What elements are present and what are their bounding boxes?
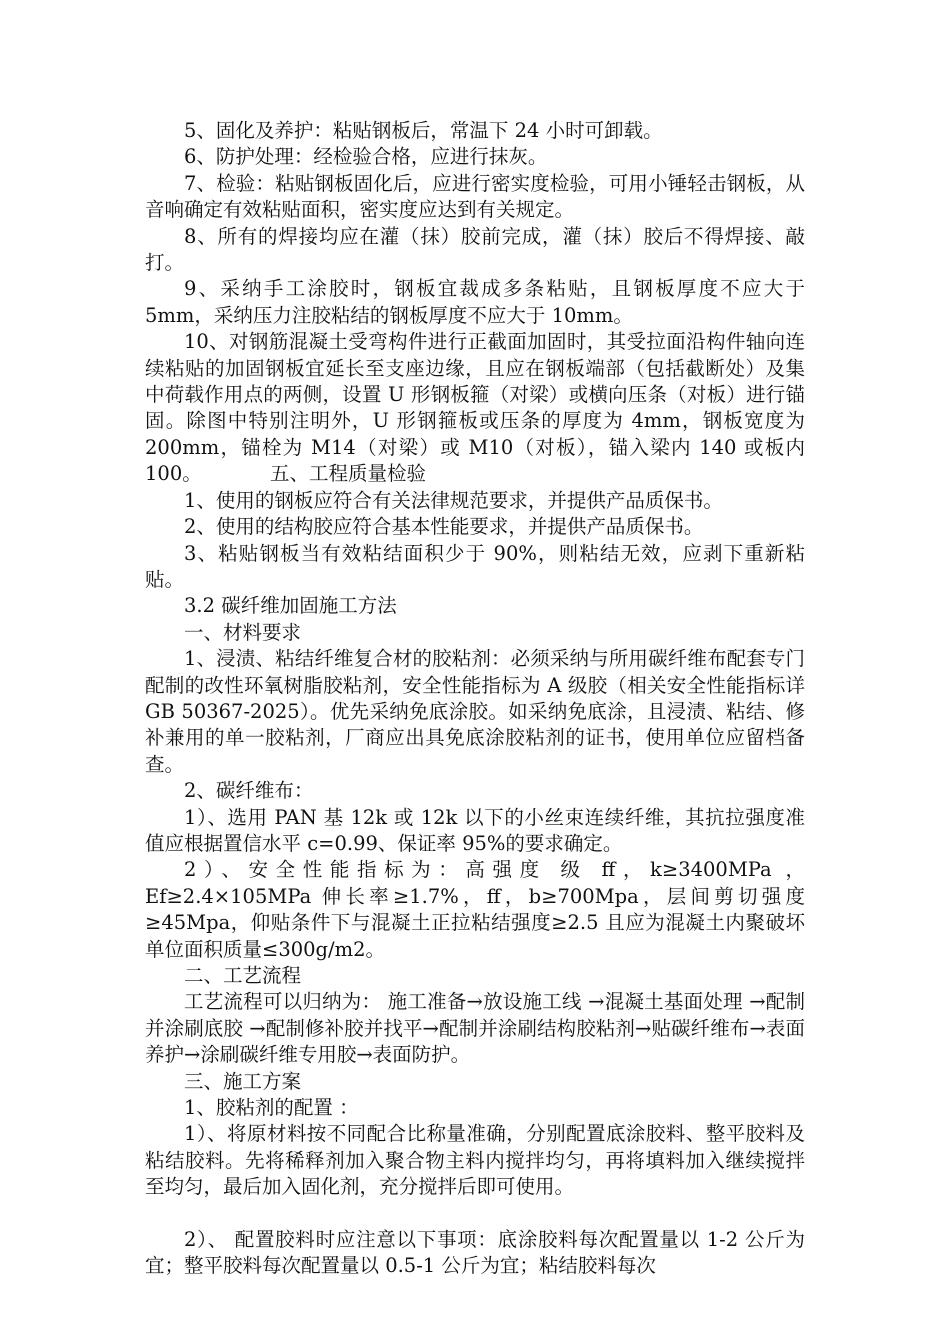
heading-adhesive-preparation: 1、胶粘剂的配置 ：: [184, 1096, 359, 1120]
paragraph-mixing: 1）、将原材料按不同配合比称量准确，分别配置底涂胶料、整平胶料及粘结胶料。先将稀释剂加入聚合物主料内搅拌均匀，再将填料加入继续搅拌至均匀，最后加入固化剂，充分搅拌后即可使用。: [145, 1122, 805, 1199]
heading-carbon-fiber-cloth: 2、碳纤维布：: [184, 779, 314, 803]
paragraph-mixing-notes: 2）、 配置胶料时应注意以下事项：底涂胶料每次配置量以 1-2 公斤为宜；整平胶料每次配置量以 0.5-1 公斤为宜；粘结胶料每次: [145, 1228, 805, 1278]
paragraph-welding: 8、所有的焊接均应在灌（抹）胶前完成，灌（抹）胶后不得焊接、敲打。: [145, 224, 805, 275]
paragraph-performance-indices: 2）、安全性能指标为：高强度 级 ff，k≥3400MPa ，Ef≥2.4×105MPa 伸长率≥1.7%，ff，b≥700Mpa，层间剪切强度≥45Mpa，仰贴条件下与混凝土正拉粘结强度≥2.5 且应为混凝土内聚破坏单位面积质量≤300g/m2。: [145, 858, 805, 961]
blank-line: [145, 1201, 805, 1227]
paragraph-quality-2: 2、使用的结构胶应符合基本性能要求，并提供产品质保书。: [184, 515, 704, 539]
paragraph-protection: 6、防护处理：经检验合格，应进行抹灰。: [184, 145, 548, 169]
document-page: [145, 118, 805, 1280]
paragraph-adhesive: 1、浸渍、粘结纤维复合材的胶粘剂：必须采纳与所用碳纤维布配套专门配制的改性环氧树脂胶粘剂，安全性能指标为 A 级胶（相关安全性能指标详 GB 50367-2025）。优先采纳免底涂胶。如采纳免底涂，且浸渍、粘结、修补兼用的单一胶粘剂，厂商应出具免底涂胶粘剂的证书，使用单位应留档备查。: [145, 647, 805, 776]
paragraph-inspection: 7、检验：粘贴钢板固化后，应进行密实度检验，可用小锤轻击钢板，从音响确定有效粘贴面积，密实度应达到有关规定。: [145, 171, 805, 222]
paragraph-process-flow: 工艺流程可以归纳为： 施工准备→放设施工线 →混凝土基面处理 →配制并涂刷底胶 →配制修补胶并找平→配制并涂刷结构胶粘剂→贴碳纤维布→表面养护→涂刷碳纤维专用胶→表面防护。: [145, 990, 805, 1067]
paragraph-quality-3: 3、粘贴钢板当有效粘结面积少于 90%，则粘结无效，应剥下重新粘贴。: [145, 541, 805, 591]
paragraph-plate-thickness: 9、采纳手工涂胶时，钢板宜裁成多条粘贴，且钢板厚度不应大于 5mm，采纳压力注胶粘结的钢板厚度不应大于 10mm。: [145, 277, 805, 327]
heading-material-requirements: 一、材料要求: [184, 620, 302, 644]
heading-process-flow: 二、工艺流程: [184, 964, 302, 987]
paragraph-cure: 5、固化及养护：粘贴钢板后，常温下 24 小时可卸载。: [184, 119, 663, 142]
heading-construction-plan: 三、施工方案: [184, 1069, 302, 1093]
paragraph-fiber-selection: 1）、选用 PAN 基 12k 或 12k 以下的小丝束连续纤维，其抗拉强度准值应根据置信水平 c=0.99、保证率 95%的要求确定。: [145, 805, 805, 855]
section-heading-carbon-fiber: 3.2 碳纤维加固施工方法: [184, 594, 397, 618]
paragraph-quality-1: 1、使用的钢板应符合有关法律规范要求，并提供产品质保书。: [184, 488, 723, 512]
paragraph-anchoring: 10、对钢筋混凝土受弯构件进行正截面加固时，其受拉面沿构件轴向连续粘贴的加固钢板宜延长至支座边缘，且应在钢板端部（包括截断处）及集中荷载作用点的两侧，设置 U 形钢板箍（对梁）或横向压条（对板）进行锚固。除图中特别注明外，U 形钢箍板或压条的厚度为 4mm，钢板宽度为 200mm，锚栓为 M14（对梁）或 M10（对板），锚入梁内 140 或板内 100。 五、工程质量检验: [145, 330, 805, 486]
